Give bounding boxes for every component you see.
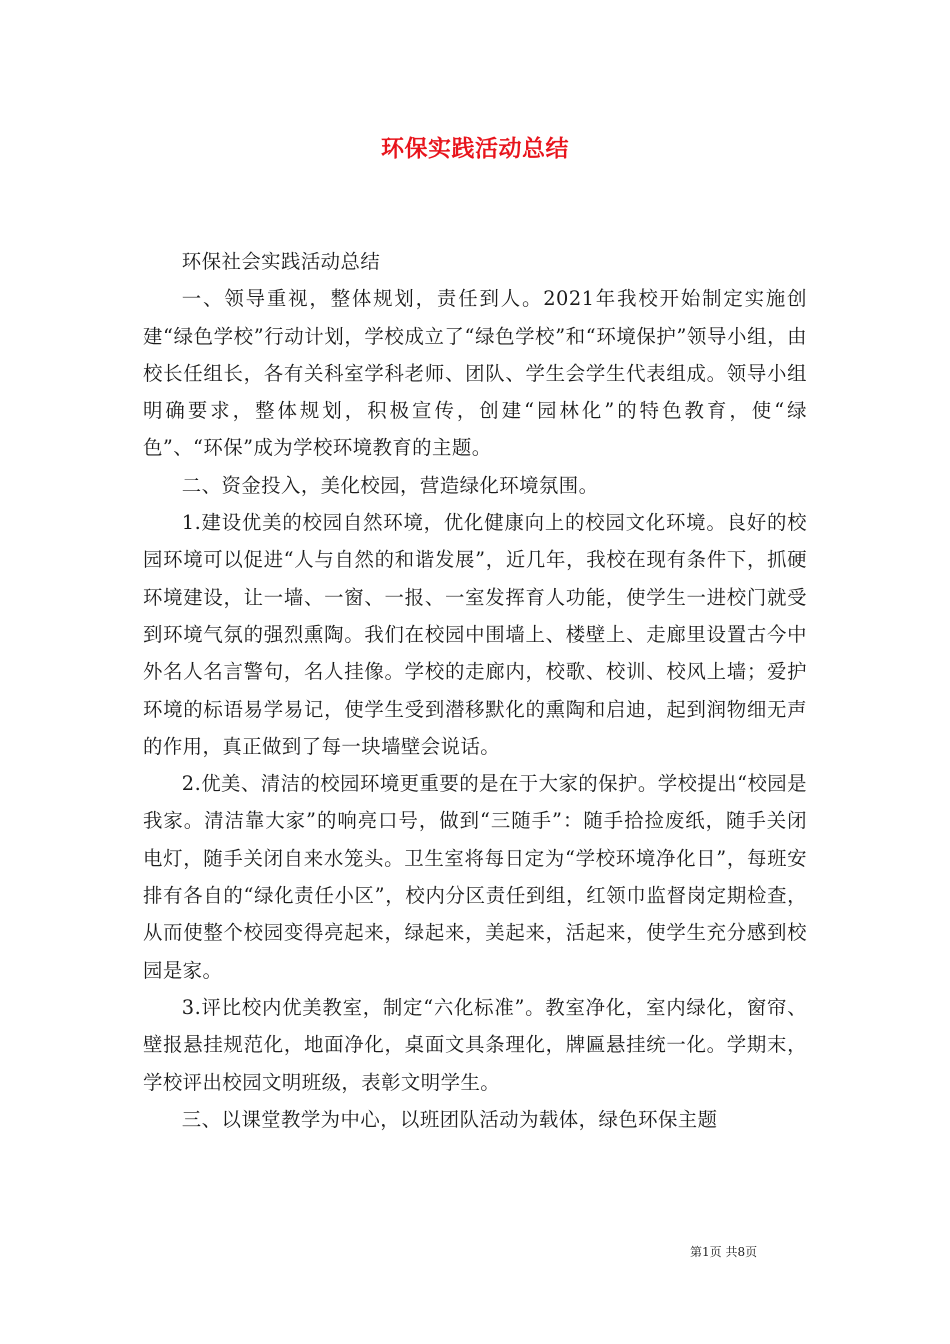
paragraph-section-1: 一、领导重视，整体规划，责任到人。2021年我校开始制定实施创建“绿色学校”行动计划，学校成立了“绿色学校”和“环境保护”领导小组，由校长任组长，各有关科室学科老师、团队、学生会学生代表组成。领导小组明确要求，整体规划，积极宣传，创建“园林化”的特色教育，使“绿色”、“环保”成为学校环境教育的主题。 (143, 287, 807, 460)
paragraph-section-2: 二、资金投入，美化校园，营造绿化环境氛围。 (181, 473, 599, 497)
page-number: 第1页 共8页 (690, 1245, 758, 1259)
paragraph-item-2: 2.优美、清洁的校园环境更重要的是在于大家的保护。学校提出“校园是我家。清洁靠大家”的响亮口号，做到“三随手”：随手拾捡废纸，随手关闭电灯，随手关闭自来水笼头。卫生室将每日定为“学校环境净化日”，每班安排有各自的“绿化责任小区”，校内分区责任到组，红领巾监督岗定期检查，从而使整个校园变得亮起来，绿起来，美起来，活起来，使学生充分感到校园是家。 (143, 772, 807, 982)
paragraph-item-1: 1.建设优美的校园自然环境，优化健康向上的校园文化环境。良好的校园环境可以促进“人与自然的和谐发展”，近几年，我校在现有条件下，抓硬环境建设，让一墙、一窗、一报、一室发挥育人功能，使学生一进校门就受到环境气氛的强烈熏陶。我们在校园中围墙上、楼壁上、走廊里设置古今中外名人名言警句，名人挂像。学校的走廊内，校歌、校训、校风上墙；爱护环境的标语易学易记，使学生受到潜移默化的熏陶和启迪，起到润物细无声的作用，真正做到了每一块墙壁会说话。 (143, 511, 807, 758)
paragraph-item-3: 3.评比校内优美教室，制定“六化标准”。教室净化，室内绿化，窗帘、壁报悬挂规范化，地面净化，桌面文具条理化，牌匾悬挂统一化。学期末，学校评出校园文明班级，表彰文明学生。 (143, 995, 807, 1094)
document-title: 环保实践活动总结 (381, 136, 569, 162)
paragraph-section-3: 三、以课堂教学为中心，以班团队活动为载体，绿色环保主题 (181, 1107, 718, 1131)
paragraph-subtitle: 环保社会实践活动总结 (181, 250, 381, 273)
document-body (143, 243, 807, 1138)
